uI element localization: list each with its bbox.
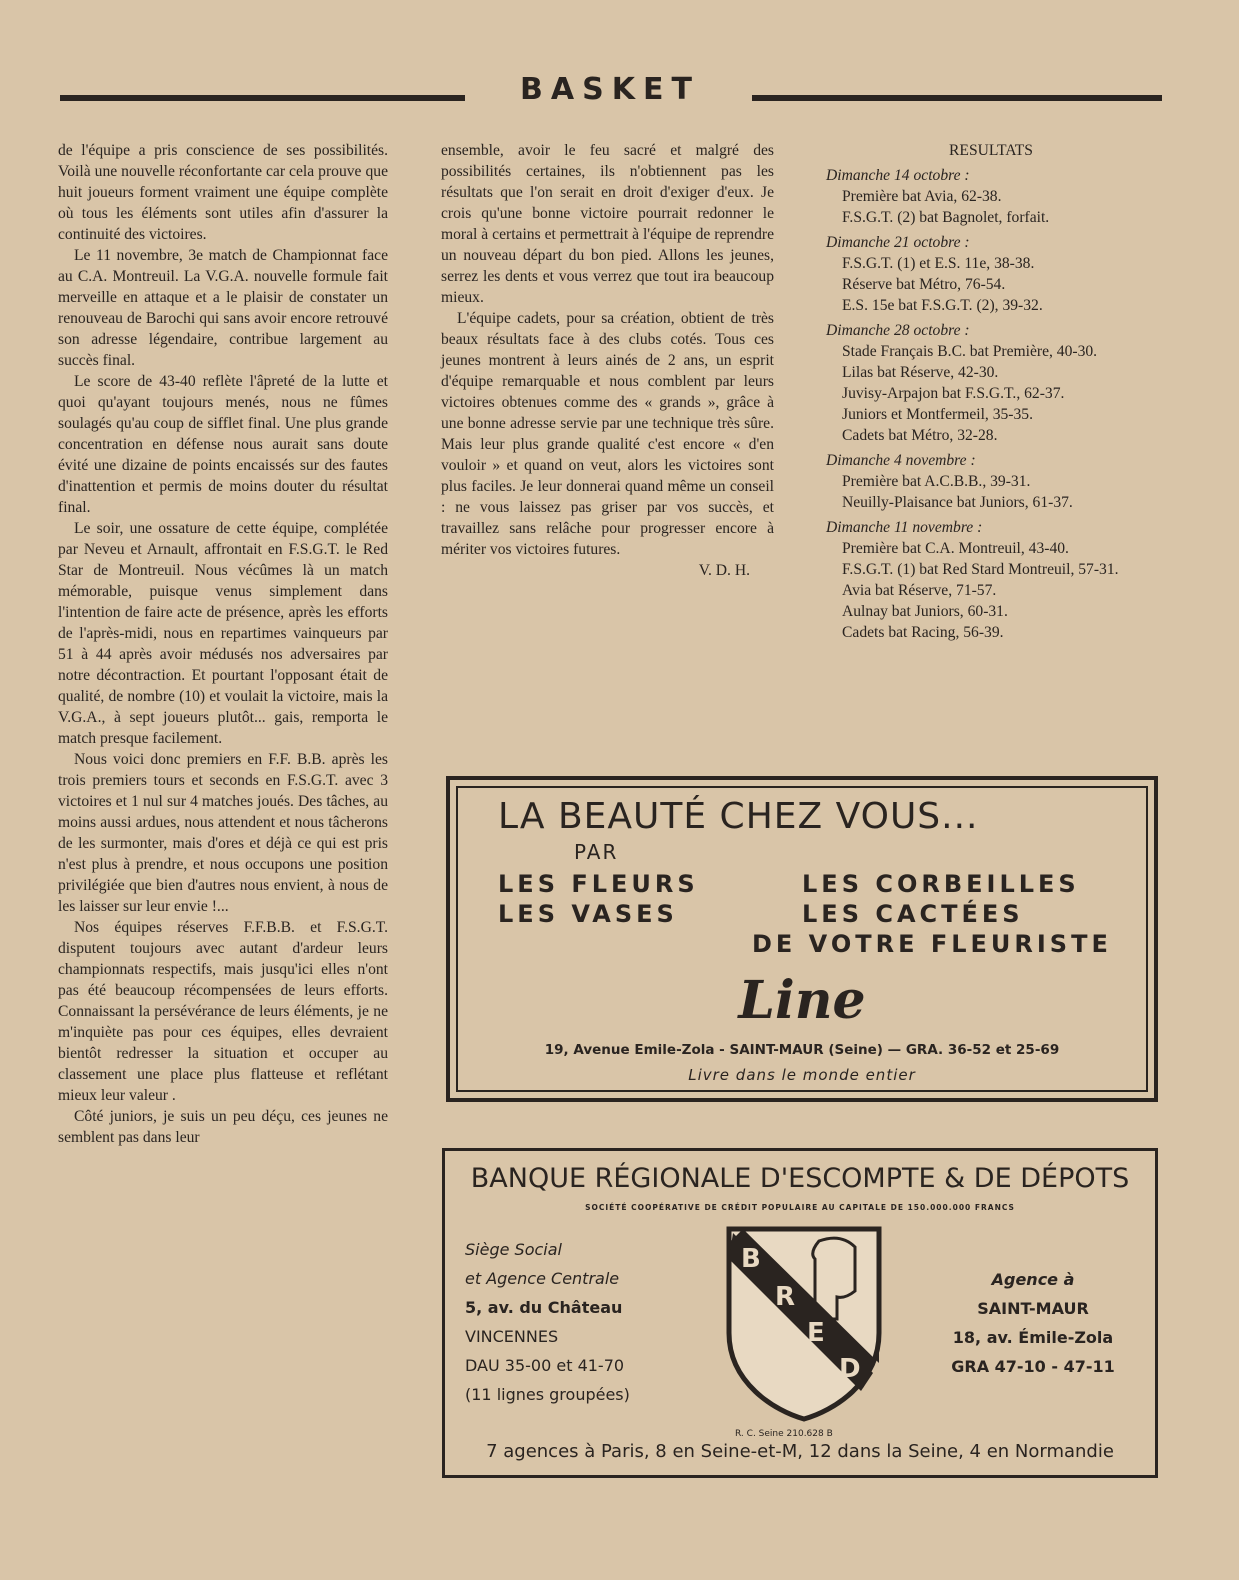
logo-letter-r: R	[775, 1282, 796, 1312]
results-date: Dimanche 21 octobre :	[826, 234, 970, 251]
result-line: F.S.G.T. (1) et E.S. 11e, 38-38.	[842, 255, 1035, 272]
article-paragraph: L'équipe cadets, pour sa création, obtient de très beaux résultats face à des clubs cotés. Tous ces jeunes montrent à leurs ainés de 2 ans, un esprit d'équipe remarquable et nous comblent par leurs victoires obtenues comme des « grands », grâce à une bonne adresse servie par une technique très sûre. Mais leur plus grande qualité c'est encore « d'en vouloir » et quand on veut, alors les victoires sont plus faciles. Je leur donnerai quand même un conseil : ne vous laissez pas griser par vos succès, et travaillez sans relâche pour progresser encore à mériter vos victoires futures.	[441, 310, 774, 558]
branch-office-block	[933, 1265, 1133, 1381]
result-line: F.S.G.T. (1) bat Red Stard Montreuil, 57-31.	[842, 561, 1119, 578]
ad-item-fleurs: LES FLEURS	[498, 870, 699, 898]
registration-number: R. C. Seine 210.628 B	[735, 1429, 833, 1439]
branch-office-line: SAINT-MAUR	[977, 1299, 1089, 1318]
article-paragraph: Le soir, une ossature de cette équipe, complétée par Neveu et Arnault, affrontait en F.S.G.T. le Red Star de Montreuil. Nous vécûmes là un match mémorable, puisque venus simplement dans l'intention de faire acte de présence, après les efforts de l'après-midi, nous en repartimes vainqueurs par 51 à 44 après avoir médusés nos adversaires par notre décontraction. Et pourtant l'opposant était de qualité, de nombre (10) et voulait la victoire, mais la V.G.A., à sept joueurs plutôt... gais, remporta le match presque facilement.	[58, 520, 388, 747]
article-column-1	[58, 140, 388, 1148]
article-signature: V. D. H.	[698, 562, 750, 579]
ad-item-fleuriste: DE VOTRE FLEURISTE	[752, 930, 1112, 958]
result-line: Stade Français B.C. bat Première, 40-30.	[842, 343, 1098, 360]
head-office-block	[465, 1235, 685, 1409]
results-date: Dimanche 28 octobre :	[826, 322, 970, 339]
header-rule-left	[60, 95, 465, 101]
result-line: Juniors et Montfermeil, 35-35.	[842, 406, 1033, 423]
bank-advertisement	[442, 1148, 1158, 1478]
ad-item-corbeilles: LES CORBEILLES	[802, 870, 1080, 898]
article-paragraph: Le score de 43-40 reflète l'âpreté de la lutte et quoi qu'ayant toujours menés, nous ne fûmes soulagés qu'au coup de sifflet final. Une plus grande concentration en défense nous aurait sans doute évité une dizaine de points encaissés sur des fautes d'inattention et permis de moins douter du résultat final.	[58, 373, 388, 516]
result-line: Avia bat Réserve, 71-57.	[842, 582, 997, 599]
logo-letter-b: B	[741, 1244, 761, 1274]
article-paragraph: Côté juniors, je suis un peu déçu, ces jeunes ne semblent pas dans leur	[58, 1108, 388, 1146]
result-line: Cadets bat Métro, 32-28.	[842, 427, 998, 444]
bred-shield-logo	[723, 1223, 885, 1423]
article-paragraph: Nous voici donc premiers en F.F. B.B. après les trois premiers tours et seconds en F.S.G.T. avec 3 victoires et 1 nul sur 4 matches joués. Des tâches, au moins aussi ardues, nous attendent et nous tâcherons de les surmonter, mais d'ores et déjà ce qui est pris n'est plus à prendre, et nous occupons une position privilégiée que bien d'autres nous envient, à nous de les laisser sur leur envie !...	[58, 751, 388, 915]
result-line: Première bat A.C.B.B., 39-31.	[842, 473, 1031, 490]
branch-office-line: 18, av. Émile-Zola	[952, 1328, 1114, 1347]
head-office-line: VINCENNES	[465, 1327, 559, 1346]
florist-advertisement	[446, 776, 1158, 1102]
head-office-line: DAU 35-00 et 41-70	[465, 1356, 625, 1375]
ad-par: PAR	[574, 840, 619, 864]
head-office-line: (11 lignes groupées)	[465, 1385, 630, 1404]
agencies-line: 7 agences à Paris, 8 en Seine-et-M, 12 dans la Seine, 4 en Normandie	[486, 1441, 1114, 1462]
result-line: Réserve bat Métro, 76-54.	[842, 276, 1006, 293]
result-line: Cadets bat Racing, 56-39.	[842, 624, 1004, 641]
bank-subtitle: SOCIÉTÉ COOPÉRATIVE DE CRÉDIT POPULAIRE AU CAPITALE DE 150.000.000 FRANCS	[585, 1203, 1015, 1212]
result-line: E.S. 15e bat F.S.G.T. (2), 39-32.	[842, 297, 1043, 314]
results-date: Dimanche 14 octobre :	[826, 167, 970, 184]
logo-letter-e: E	[807, 1318, 825, 1348]
florist-brand-name: Line	[738, 970, 866, 1031]
ad-item-vases: LES VASES	[498, 900, 678, 928]
article-paragraph: Nos équipes réserves F.F.B.B. et F.S.G.T. disputent toujours avec autant d'ardeur leurs championnats respectifs, mais jusqu'ici elles n'ont pas été beaucoup récompensées de leurs efforts. Connaissant la persévérance de leurs éléments, je ne m'inquiète pas pour ces équipes, elles devraient bientôt redresser la situation et occuper au classement une place plus flatteuse et reflétant mieux leur valeur .	[58, 919, 388, 1104]
result-line: Juvisy-Arpajon bat F.S.G.T., 62-37.	[842, 385, 1065, 402]
result-line: Première bat Avia, 62-38.	[842, 188, 1002, 205]
ad-headline: LA BEAUTÉ CHEZ VOUS...	[498, 796, 979, 837]
branch-office-line: Agence à	[991, 1270, 1075, 1289]
results-title: RESULTATS	[949, 142, 1033, 159]
branch-office-line: GRA 47-10 - 47-11	[951, 1357, 1115, 1376]
results-list	[826, 140, 1156, 643]
bank-name: BANQUE RÉGIONALE D'ESCOMPTE & DE DÉPOTS	[470, 1163, 1130, 1194]
result-line: Aulnay bat Juniors, 60-31.	[842, 603, 1008, 620]
article-paragraph: de l'équipe a pris conscience de ses possibilités. Voilà une nouvelle réconfortante car cela prouve que huit joueurs forment vraiment une équipe complète où tous les éléments sont utiles afin d'assurer la continuité des victoires.	[58, 142, 388, 243]
head-office-line: Siège Social	[465, 1240, 562, 1259]
results-date: Dimanche 11 novembre :	[826, 519, 983, 536]
ad-item-cactees: LES CACTÉES	[802, 900, 1024, 928]
article-paragraph: Le 11 novembre, 3e match de Championnat face au C.A. Montreuil. La V.G.A. nouvelle formule fait merveille en attaque et a le plaisir de constater un renouveau de Barochi qui sans avoir encore retrouvé son adresse légendaire, contribue largement au succès final.	[58, 247, 388, 369]
header-rule-right	[752, 95, 1162, 101]
head-office-line: et Agence Centrale	[465, 1269, 620, 1288]
result-line: Première bat C.A. Montreuil, 43-40.	[842, 540, 1069, 557]
result-line: Lilas bat Réserve, 42-30.	[842, 364, 999, 381]
head-office-line: 5, av. du Château	[465, 1298, 623, 1317]
results-date: Dimanche 4 novembre :	[826, 452, 976, 469]
florist-address: 19, Avenue Emile-Zola - SAINT-MAUR (Seine) — GRA. 36-52 et 25-69	[544, 1042, 1060, 1058]
article-column-2	[441, 140, 774, 581]
result-line: F.S.G.T. (2) bat Bagnolet, forfait.	[842, 209, 1050, 226]
florist-delivery: Livre dans le monde entier	[688, 1066, 916, 1084]
section-title: BASKET	[520, 72, 700, 107]
result-line: Neuilly-Plaisance bat Juniors, 61-37.	[842, 494, 1073, 511]
article-paragraph: ensemble, avoir le feu sacré et malgré des possibilités certaines, ils n'obtiennent pas les résultats que l'on serait en droit d'exiger d'eux. Je crois qu'une bonne victoire pourrait redonner le moral à certains et permettrait à l'équipe de reprendre un nouveau départ du bon pied. Allons les jeunes, serrez les dents et vous verrez que tout ira beaucoup mieux.	[441, 142, 774, 306]
logo-letter-d: D	[839, 1354, 861, 1384]
